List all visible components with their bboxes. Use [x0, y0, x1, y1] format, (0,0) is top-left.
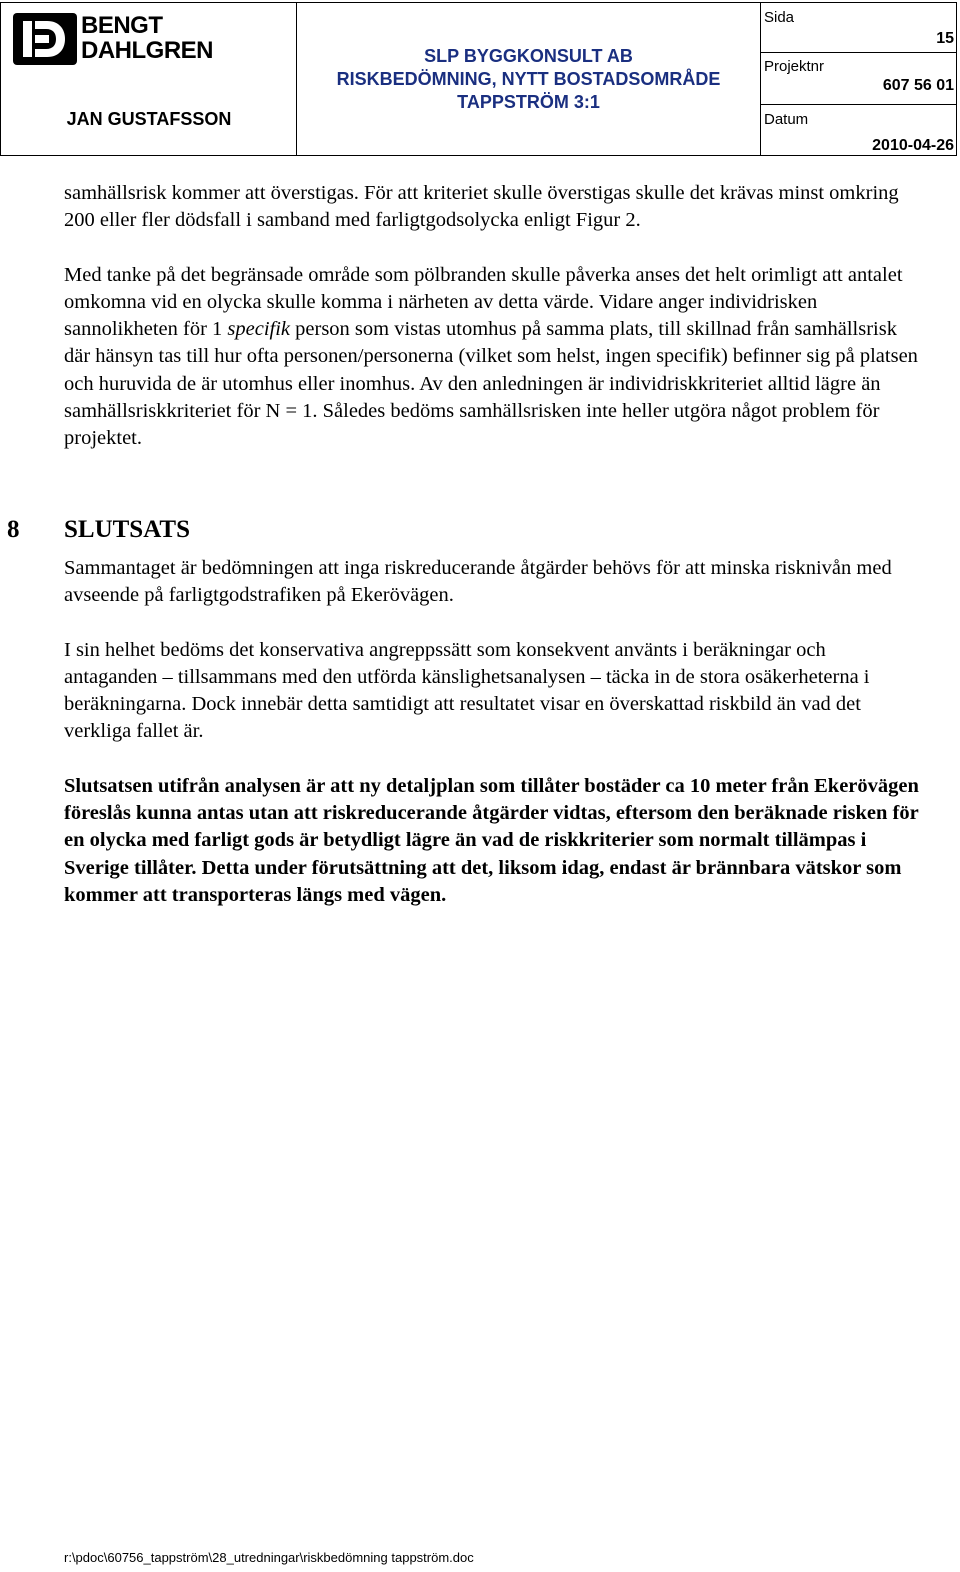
company-name: SLP BYGGKONSULT AB — [424, 46, 633, 66]
header-title-cell — [297, 3, 761, 155]
paragraph-2-part-a: Med tanke på det begränsade område som pölbranden skulle påverka anses det helt orimligt att antalet omkomna vid en olycka skulle komma i närheten av detta värde. Vidare anger individrisken sannolikheten för 1 — [64, 263, 903, 341]
file-path-footer: r:\pdoc\60756_tappström\28_utredningar\riskbedömning tappström.doc — [64, 1550, 474, 1565]
paragraph-2 — [64, 262, 924, 453]
header-title-block — [297, 45, 760, 114]
header-meta-cell — [761, 3, 956, 155]
logo-line-2: DAHLGREN — [81, 37, 213, 64]
project-number-label: Projektnr — [764, 58, 825, 75]
document-header — [0, 2, 957, 156]
section-number: 8 — [7, 516, 20, 543]
conclusion-paragraph-3: Slutsatsen utifrån analysen är att ny detaljplan som tillåter bostäder ca 10 meter från Ekerövägen föreslås kunna antas utan att riskreducerande åtgärder vidtas, eftersom den beräknade risken för en olycka med farligt gods är betydligt lägre än vad de riskkriterier som normalt tillämpas i Sverige tillåter. Detta under förutsättning att det, liksom idag, endast är brännbara vätskor som kommer att transporteras längs med vägen. — [64, 774, 919, 906]
page-label: Sida — [764, 9, 795, 26]
logo-wordmark — [81, 13, 213, 63]
header-logo-cell — [1, 3, 297, 155]
logo-line-1: BENGT — [81, 12, 163, 39]
section-body — [64, 555, 924, 909]
date-label: Datum — [764, 111, 809, 128]
paragraph-2-part-b: person som vistas utomhus på samma plats, till skillnad från samhällsrisk där hänsyn tas till hur ofta personen/personerna (vilket som helst, ingen specifik) befinner sig på platsen och huruvida de är utomhus eller inomhus. Av den anledningen är individriskkriteriet alltid lägre än samhällsriskkriteriet för N = 1. Således bedöms samhällsrisken inte heller utgöra något problem för projektet. — [64, 318, 918, 450]
section-title: SLUTSATS — [64, 516, 190, 543]
meta-row-page — [761, 3, 956, 53]
date-value: 2010-04-26 — [872, 137, 954, 154]
page-number: 15 — [936, 30, 954, 47]
meta-row-project-number — [761, 53, 956, 105]
paragraph-2-emphasis: specifik — [227, 318, 291, 341]
project-number: 607 56 01 — [882, 77, 954, 94]
author-name: JAN GUSTAFSSON — [66, 109, 232, 129]
conclusion-paragraph-1: Sammantaget är bedömningen att inga riskreducerande åtgärder behövs för att minska risknivån med avseende på farligtgodstrafiken på Ekerövägen. — [64, 557, 892, 607]
project-title: RISKBEDÖMNING, NYTT BOSTADSOMRÅDE — [336, 69, 721, 89]
project-subtitle: TAPPSTRÖM 3:1 — [457, 92, 600, 112]
paragraph-1: samhällsrisk kommer att överstigas. För att kriteriet skulle överstigas skulle det krävas minst omkring 200 eller fler dödsfall i samband med farligtgodsolycka enligt Figur 2. — [64, 182, 899, 232]
meta-row-date — [761, 105, 956, 157]
conclusion-paragraph-2: I sin helhet bedöms det konservativa angreppssätt som konsekvent använts i beräkningar och antaganden – tillsammans med den utförda känslighetsanalysen – täcka in de stora osäkerheterna i beräkningarna. Dock innebär detta samtidigt att resultatet visar en överskattad riskbild än vad det verkliga fallet är. — [64, 638, 870, 743]
body-text — [64, 180, 924, 453]
bengt-dahlgren-logo-icon — [13, 13, 77, 65]
